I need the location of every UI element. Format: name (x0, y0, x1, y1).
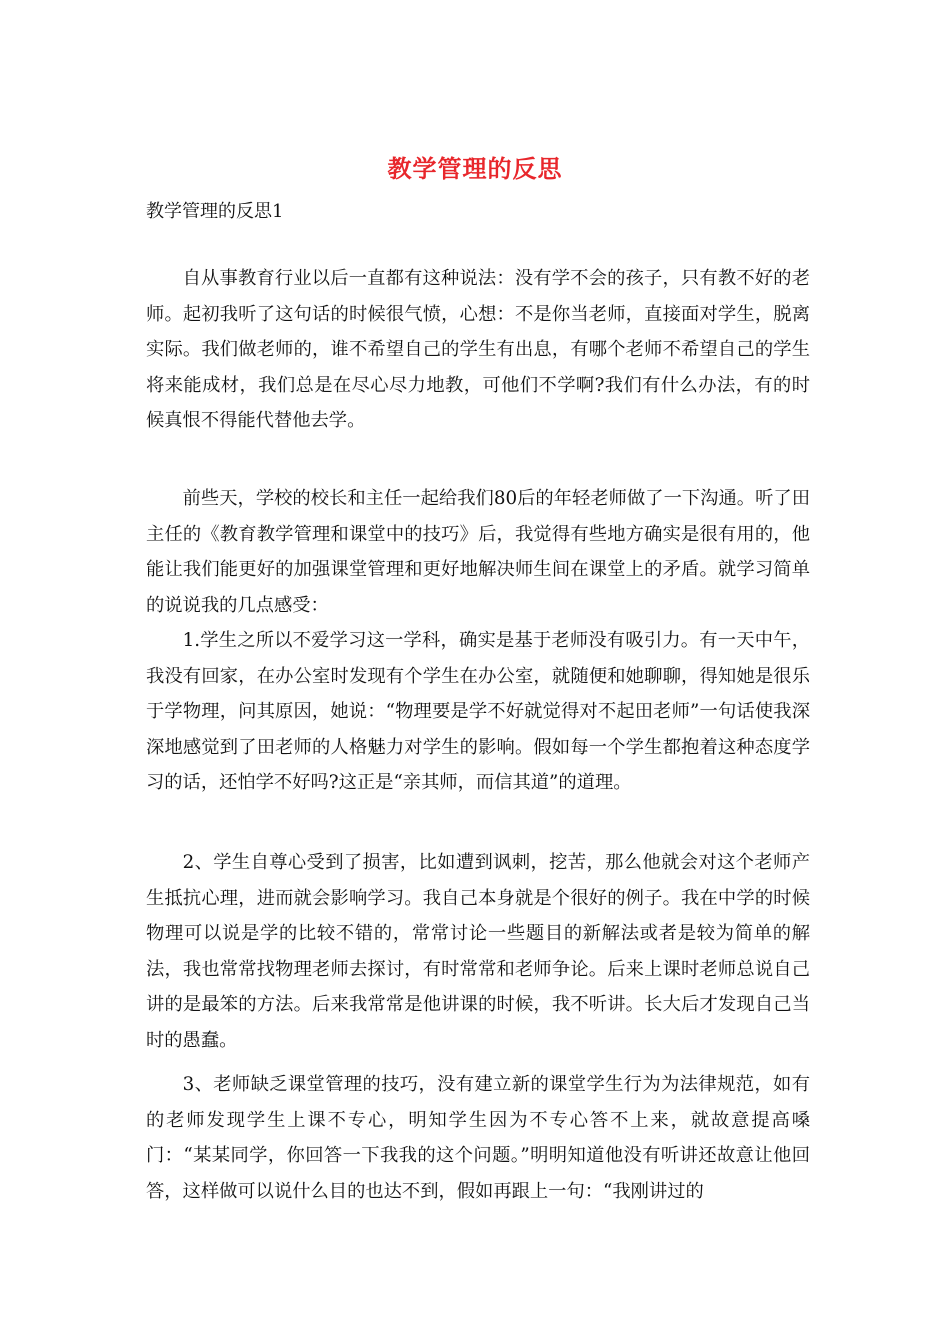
paragraph-4: 2、学生自尊心受到了损害，比如遭到讽刺，挖苦，那么他就会对这个老师产生抵抗心理，进而就会影响学习。我自己本身就是个很好的例子。我在中学的时候物理可以说是学的比较不错的，常常讨论一些题目的新解法或者是较为简单的解法，我也常常找物理老师去探讨，有时常常和老师争论。后来上课时老师总说自己讲的是最笨的方法。后来我常常是他讲课的时候，我不听讲。长大后才发现自己当时的愚蠢。 (146, 852, 810, 1051)
document-subtitle: 教学管理的反思1 (146, 201, 284, 222)
paragraph-3: 1.学生之所以不爱学习这一学科，确实是基于老师没有吸引力。有一天中午，我没有回家，在办公室时发现有个学生在办公室，就随便和她聊聊，得知她是很乐于学物理，问其原因，她说：“物理要是学不好就觉得对不起田老师”一句话使我深深地感觉到了田老师的人格魅力对学生的影响。假如每一个学生都抱着这种态度学习的话，还怕学不好吗?这正是“亲其师，而信其道”的道理。 (146, 630, 810, 794)
paragraph-1: 自从事教育行业以后一直都有这种说法：没有学不会的孩子，只有教不好的老师。起初我听了这句话的时候很气愤，心想：不是你当老师，直接面对学生，脱离实际。我们做老师的，谁不希望自己的学生有出息，有哪个老师不希望自己的学生将来能成材，我们总是在尽心尽力地教，可他们不学啊?我们有什么办法，有的时候真恨不得能代替他去学。 (146, 268, 810, 432)
paragraph-5: 3、老师缺乏课堂管理的技巧，没有建立新的课堂学生行为为法律规范，如有的老师发现学生上课不专心，明知学生因为不专心答不上来，就故意提高嗓门：“某某同学，你回答一下我我的这个问题。”明明知道他没有听讲还故意让他回答，这样做可以说什么目的也达不到，假如再跟上一句：“我刚讲过的 (146, 1074, 810, 1202)
document-title: 教学管理的反思 (387, 154, 563, 183)
paragraph-2: 前些天，学校的校长和主任一起给我们80后的年轻老师做了一下沟通。听了田主任的《教育教学管理和课堂中的技巧》后，我觉得有些地方确实是很有用的，他能让我们能更好的加强课堂管理和更好地解决师生间在课堂上的矛盾。就学习简单的说说我的几点感受： (146, 488, 810, 616)
